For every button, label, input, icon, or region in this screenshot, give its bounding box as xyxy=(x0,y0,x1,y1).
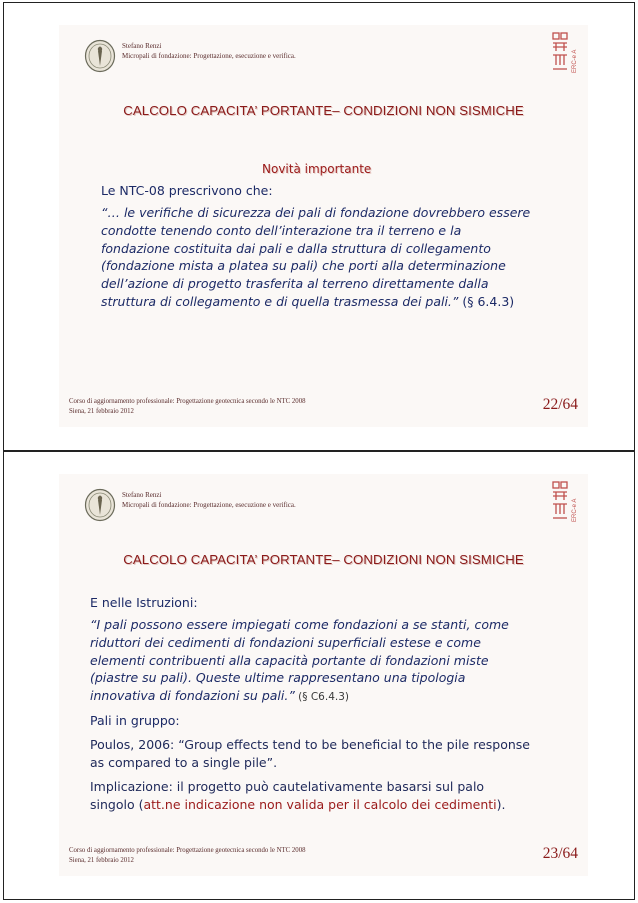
quote-line: condotte tenendo conto dell’interazione tra il terreno e la xyxy=(101,222,462,238)
page-number: 22/64 xyxy=(542,396,578,413)
quote-block xyxy=(90,616,580,707)
quote-line-last: struttura di collegamento e di quella trasmessa dei pali.” (§ 6.4.3) xyxy=(101,293,515,309)
quote-line: dell’azione di progetto trasferita al terreno direttamente dalla xyxy=(101,276,489,292)
footer-date: Siena, 21 febbraio 2012 xyxy=(69,857,134,864)
quote-line: fondazione costituita dai pali e dalla struttura di collegamento xyxy=(101,240,491,256)
group-heading: Pali in gruppo: xyxy=(90,713,180,728)
page-number: 23/64 xyxy=(542,845,578,862)
implication-line-2: singolo (att.ne indicazione non valida per il calcolo dei cedimenti). xyxy=(90,796,506,812)
quote-block xyxy=(101,204,581,311)
quote-line: “… le verifiche di sicurezza dei pali di fondazione dovrebbero essere xyxy=(101,205,531,220)
slide-title: CALCOLO CAPACITA’ PORTANTE– CONDIZIONI NON SISMICHE xyxy=(123,103,524,118)
erc-logo-icon xyxy=(552,31,580,75)
intro-text xyxy=(90,594,198,612)
section-reference: (§ 6.4.3) xyxy=(458,293,515,309)
poulos-line: as compared to a single pile”. xyxy=(90,754,278,770)
author-subtitle: Micropali di fondazione: Progettazione, esecuzione e verifica. xyxy=(122,51,296,60)
intro-line: Le NTC-08 prescrivono che: xyxy=(101,183,273,198)
implication-line: Implicazione: il progetto può cautelativamente basarsi sul palo xyxy=(90,779,485,794)
implication-text xyxy=(90,778,585,814)
author-block xyxy=(122,491,296,510)
university-seal-icon xyxy=(84,39,116,73)
slide-23 xyxy=(59,474,588,876)
slide-heading: Novità importante xyxy=(262,162,372,176)
logo-text: ERC-e A xyxy=(572,498,578,522)
slide-22 xyxy=(59,25,588,427)
footer-course xyxy=(69,397,306,417)
warning-note: att.ne indicazione non valida per il calcolo dei cedimenti xyxy=(143,796,497,812)
intro-line: E nelle Istruzioni: xyxy=(90,595,198,610)
quote-line: elementi contribuenti alla capacità portante di fondazioni miste xyxy=(90,652,489,668)
author-subtitle: Micropali di fondazione: Progettazione, esecuzione e verifica. xyxy=(122,500,296,509)
page-frame-bottom xyxy=(3,451,635,900)
intro-text xyxy=(101,182,273,200)
page-frame-top xyxy=(3,2,635,451)
author-name: Stefano Renzi xyxy=(122,42,162,50)
quote-line: (piastre su pali). Queste ultime rappresentano una tipologia xyxy=(90,670,466,686)
quote-line-last: innovativa di fondazioni su pali.” (§ C6.4.3) xyxy=(90,688,349,704)
footer-course-title: Corso di aggiornamento professionale: Progettazione geotecnica secondo le NTC 2008 xyxy=(69,398,306,405)
footer-course-title: Corso di aggiornamento professionale: Progettazione geotecnica secondo le NTC 2008 xyxy=(69,847,306,854)
author-name: Stefano Renzi xyxy=(122,491,162,499)
poulos-line: Poulos, 2006: “Group effects tend to be beneficial to the pile response xyxy=(90,737,530,752)
poulos-citation xyxy=(90,736,585,772)
quote-line: riduttori dei cedimenti di fondazioni superficiali estese e come xyxy=(90,634,481,650)
slide-title: CALCOLO CAPACITA’ PORTANTE– CONDIZIONI NON SISMICHE xyxy=(123,552,524,567)
logo-text: ERC-e A xyxy=(572,49,578,73)
footer-course xyxy=(69,846,306,866)
author-block xyxy=(122,42,296,61)
erc-logo-icon xyxy=(552,480,580,524)
quote-line: (fondazione mista a platea su pali) che porti alla determinazione xyxy=(101,258,506,274)
quote-line: “I pali possono essere impiegati come fondazioni a se stanti, come xyxy=(90,617,509,632)
section-reference: (§ C6.4.3) xyxy=(294,691,349,704)
university-seal-icon xyxy=(84,488,116,522)
footer-date: Siena, 21 febbraio 2012 xyxy=(69,408,134,415)
